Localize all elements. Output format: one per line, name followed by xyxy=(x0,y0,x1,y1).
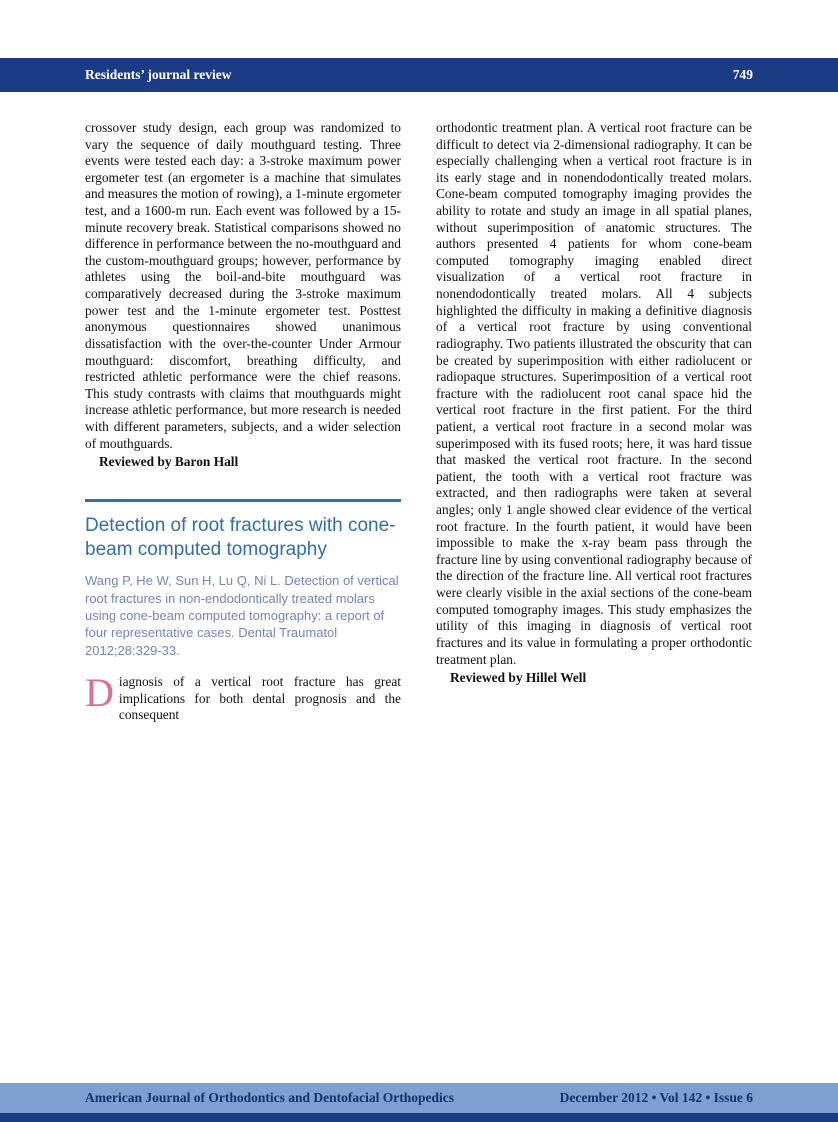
article-intro-paragraph xyxy=(85,670,401,724)
journal-footer xyxy=(0,1083,838,1113)
reviewer-credit-right: Reviewed by Hillel Well xyxy=(450,670,587,686)
right-column xyxy=(436,120,752,724)
dropcap-letter: D xyxy=(85,670,114,716)
running-header xyxy=(0,58,838,92)
footer-issue-info: December 2012 • Vol 142 • Issue 6 xyxy=(559,1090,753,1105)
two-column-body xyxy=(85,120,753,724)
footer-accent-strip xyxy=(0,1113,838,1122)
mouthguard-review-paragraph: crossover study design, each group was randomized to vary the sequence of daily mouthguard testing. Three events were tested each day: a 3-stroke maximum power ergometer test (an ergometer is a machine that simulates and measures the motion of rowing), a 1-minute ergometer test, and a 1600-m run. Each event was followed by a 15-minute recovery break. Statistical comparisons showed no difference in performance between the no-mouthguard and the custom-mouthguard groups; however, performance by athletes using the boil-and-bite mouthguard was comparatively decreased during the 3-stroke maximum power test and the 1-minute ergometer test. Posttest anonymous questionnaires showed unanimous dissatisfaction with the over-the-counter Under Armour mouthguard: discomfort, breathing difficulty, and restricted athletic performance were the chief reasons. This study contrasts with claims that mouthguards might increase athletic performance, but more research is needed with different parameters, subjects, and a wider selection of mouthguards. xyxy=(85,120,401,451)
article-section xyxy=(85,499,401,724)
footer-journal-name: American Journal of Orthodontics and Dentofacial Orthopedics xyxy=(85,1090,454,1105)
article-title: Detection of root fractures with cone-beam computed tomography xyxy=(85,514,396,561)
page-number: 749 xyxy=(732,67,753,82)
article-citation: Wang P, He W, Sun H, Lu Q, Ni L. Detection of vertical root fractures in non-endodontically treated molars using cone-beam computed tomography: a report of four representative cases. Dental Traumatol 2012;28:329-33. xyxy=(85,573,399,658)
left-column xyxy=(85,120,401,724)
section-divider-rule xyxy=(85,499,401,502)
article-intro-text: iagnosis of a vertical root fracture has great implications for both dental prognosis and the consequent xyxy=(118,674,401,723)
running-header-title: Residents’ journal review xyxy=(85,67,232,82)
reviewer-credit-left: Reviewed by Baron Hall xyxy=(99,454,239,470)
article-body-paragraph: orthodontic treatment plan. A vertical root fracture can be difficult to detect via 2-dimensional radiography. It can be especially challenging when a vertical root fracture is in its early stage and in nonendodontically treated molars. Cone-beam computed tomography imaging provides the ability to rotate and study an image in all spatial planes, without superimposition of anatomic structures. The authors presented 4 patients for whom cone-beam computed tomography imaging enabled direct visualization of a vertical root fracture in nonendodontically treated molars. All 4 subjects highlighted the difficulty in making a definitive diagnosis of a vertical root fracture by using conventional radiography. Two patients illustrated the obscurity that can be created by superimposition with either radiolucent or radiopaque structures. Superimposition of a vertical root fracture with the radiolucent root canal space hid the vertical root fracture in the first patient. For the third patient, a vertical root fracture in a second molar was superimposed with its fused roots; here, it was hard tissue that masked the vertical root fracture. In the second patient, the tooth with a vertical root fracture was extracted, and then radiographs were taken at several angles; only 1 angle showed clear evidence of the vertical root fracture. In the fourth patient, it would have been impossible to make the x-ray beam pass through the fracture line by using conventional radiography because of the direction of the fracture line. All vertical root fractures were clearly visible in the axial sections of the cone-beam computed tomography images. This study emphasizes the utility of this imaging in diagnosis of vertical root fractures and its value in formulating a proper orthodontic treatment plan. xyxy=(436,120,752,667)
